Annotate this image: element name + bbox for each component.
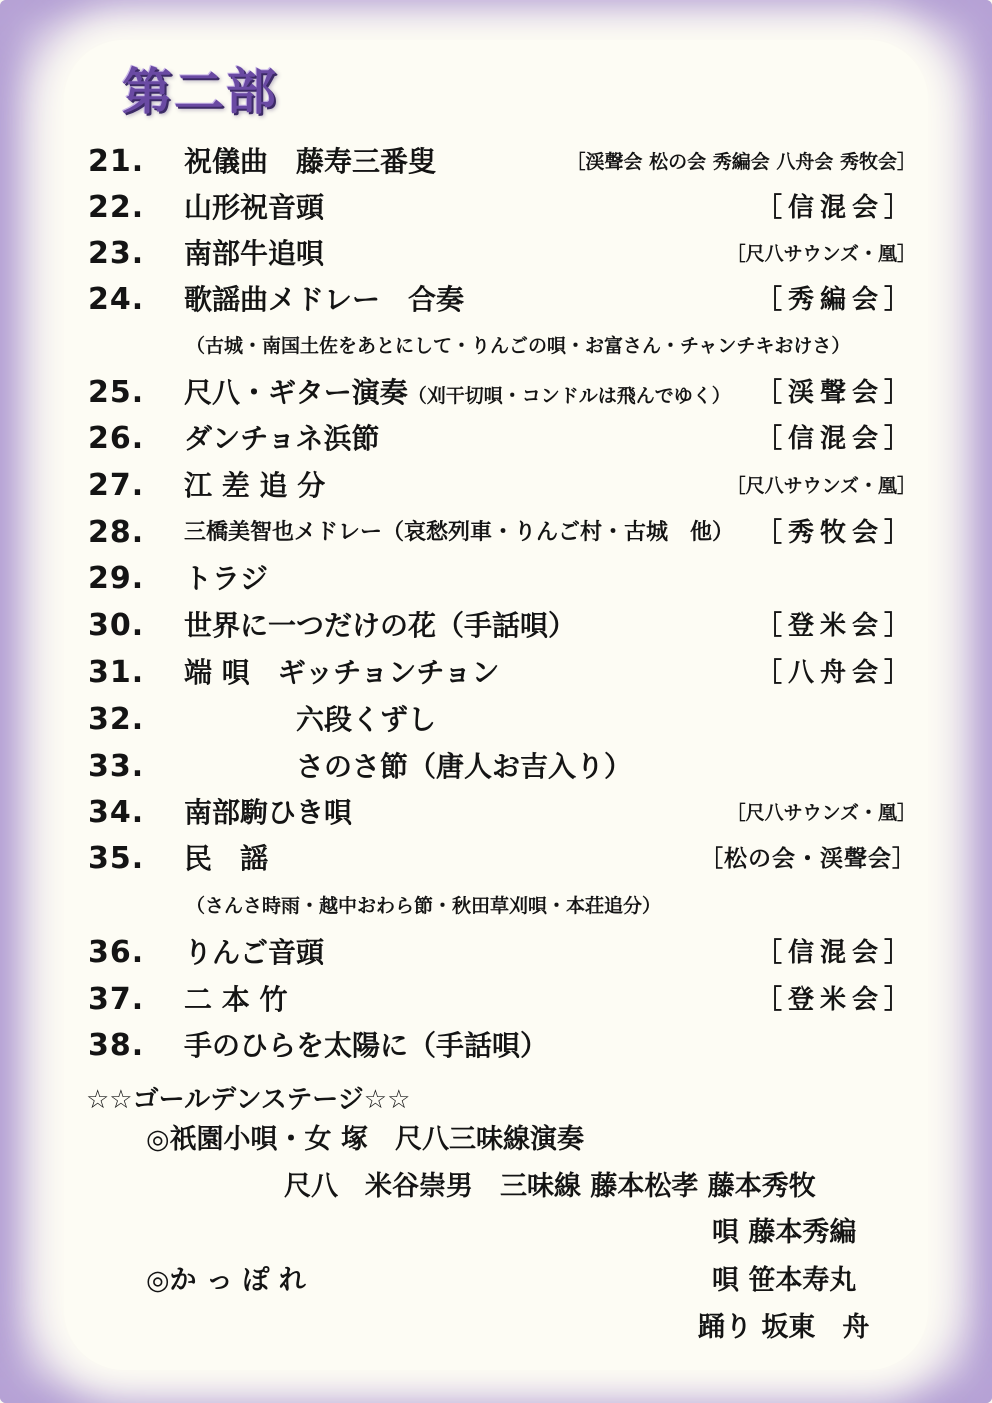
item-title: 江 差 追 分 xyxy=(184,469,326,502)
program-item-27 xyxy=(0,463,992,509)
item-group: ［尺八サウンズ・凰］ xyxy=(726,802,916,824)
item-number: 38. xyxy=(88,1028,145,1063)
item-number: 37. xyxy=(88,982,145,1017)
item-title: 手のひらを太陽に（手話唄） xyxy=(184,1029,549,1062)
item-number: 32. xyxy=(88,702,145,737)
item-title: 三橋美智也メドレー（哀愁列車・りんご村・古城 他） xyxy=(184,520,735,545)
item-number: 33. xyxy=(88,749,145,784)
program-item-25 xyxy=(0,370,992,416)
item-group: ［登米会］ xyxy=(755,985,916,1015)
program-item-21 xyxy=(0,139,992,185)
item-title xyxy=(184,370,731,419)
gion-kouta-title: ◎祇園小唄・女 塚 尺八三味線演奏 xyxy=(146,1124,584,1155)
item-number: 31. xyxy=(88,655,145,690)
item-number: 34. xyxy=(88,795,145,830)
program-item-22 xyxy=(0,185,992,231)
item-35-subtitle: （さんさ時雨・越中おわら節・秋田草刈唄・本荘追分） xyxy=(186,895,662,917)
item-title: 山形祝音頭 xyxy=(184,191,325,224)
item-number: 28. xyxy=(88,515,145,550)
item-title: ダンチョネ浜節 xyxy=(184,422,380,455)
item-group: ［尺八サウンズ・凰］ xyxy=(726,475,916,497)
program-item-30 xyxy=(0,603,992,649)
item-group: ［信混会］ xyxy=(755,424,916,454)
item-group: ［渓聲会 松の会 秀編会 八舟会 秀牧会］ xyxy=(566,151,916,173)
item-title: 二 本 竹 xyxy=(184,983,288,1016)
item-number: 24. xyxy=(88,282,145,317)
item-title: トラジ xyxy=(184,562,269,595)
program-item-28 xyxy=(0,510,992,556)
page-title: 第二部 xyxy=(122,62,278,121)
item-title: 南部牛追唄 xyxy=(184,237,325,270)
gion-kouta-singer: 唄 藤本秀編 xyxy=(712,1217,857,1248)
item-number: 36. xyxy=(88,935,145,970)
kappore-singer: 唄 笹本寿丸 xyxy=(712,1265,857,1296)
item-number: 22. xyxy=(88,190,145,225)
program-item-32 xyxy=(0,697,992,743)
item-number: 27. xyxy=(88,468,145,503)
item-group: ［秀牧会］ xyxy=(755,518,916,548)
item-group: ［登米会］ xyxy=(755,611,916,641)
item-group: ［松の会・渓聲会］ xyxy=(700,846,916,872)
item-number: 30. xyxy=(88,608,145,643)
item-title: 祝儀曲 藤寿三番叟 xyxy=(184,145,437,178)
item-title-note: （刈干切唄・コンドルは飛んでゆく） xyxy=(407,385,731,407)
item-group: ［尺八サウンズ・凰］ xyxy=(726,243,916,265)
program-item-33 xyxy=(0,744,992,790)
item-group: ［八舟会］ xyxy=(755,658,916,688)
item-title: さのさ節（唐人お吉入り） xyxy=(296,750,633,783)
item-title: 歌謡曲メドレー 合奏 xyxy=(184,283,465,316)
item-title: 六段くずし xyxy=(296,703,437,736)
gion-kouta-performers: 尺八 米谷崇男 三味線 藤本松孝 藤本秀牧 xyxy=(284,1171,816,1202)
program-item-29 xyxy=(0,556,992,602)
item-group: ［秀編会］ xyxy=(755,285,916,315)
item-title: 世界に一つだけの花（手話唄） xyxy=(184,609,577,642)
item-number: 29. xyxy=(88,561,145,596)
golden-stage-heading: ☆☆ゴールデンステージ☆☆ xyxy=(86,1085,411,1115)
item-title-main: 尺八・ギター演奏 xyxy=(184,376,408,409)
item-number: 21. xyxy=(88,144,145,179)
item-24-subtitle: （古城・南国土佐をあとにして・りんごの唄・お富さん・チャンチキおけさ） xyxy=(186,335,851,357)
item-title: 南部駒ひき唄 xyxy=(184,796,353,829)
item-group: ［信混会］ xyxy=(755,193,916,223)
item-number: 25. xyxy=(88,375,145,410)
item-group: ［信混会］ xyxy=(755,938,916,968)
program-item-26 xyxy=(0,416,992,462)
item-title: りんご音頭 xyxy=(184,936,325,969)
program-item-38 xyxy=(0,1023,992,1069)
kappore-dancer: 踊り 坂東 舟 xyxy=(698,1312,870,1343)
program-item-36 xyxy=(0,930,992,976)
item-group: ［渓聲会］ xyxy=(755,378,916,408)
item-number: 26. xyxy=(88,421,145,456)
item-title: 端 唄 ギッチョンチョン xyxy=(184,656,500,689)
program-item-24 xyxy=(0,277,992,323)
program-item-31 xyxy=(0,650,992,696)
kappore-title: ◎か っ ぽ れ xyxy=(146,1265,306,1296)
item-number: 23. xyxy=(88,236,145,271)
program-item-23 xyxy=(0,231,992,277)
program-item-34 xyxy=(0,790,992,836)
item-title: 民 謡 xyxy=(184,842,269,875)
item-number: 35. xyxy=(88,841,145,876)
program-item-37 xyxy=(0,977,992,1023)
program-item-35 xyxy=(0,836,992,882)
